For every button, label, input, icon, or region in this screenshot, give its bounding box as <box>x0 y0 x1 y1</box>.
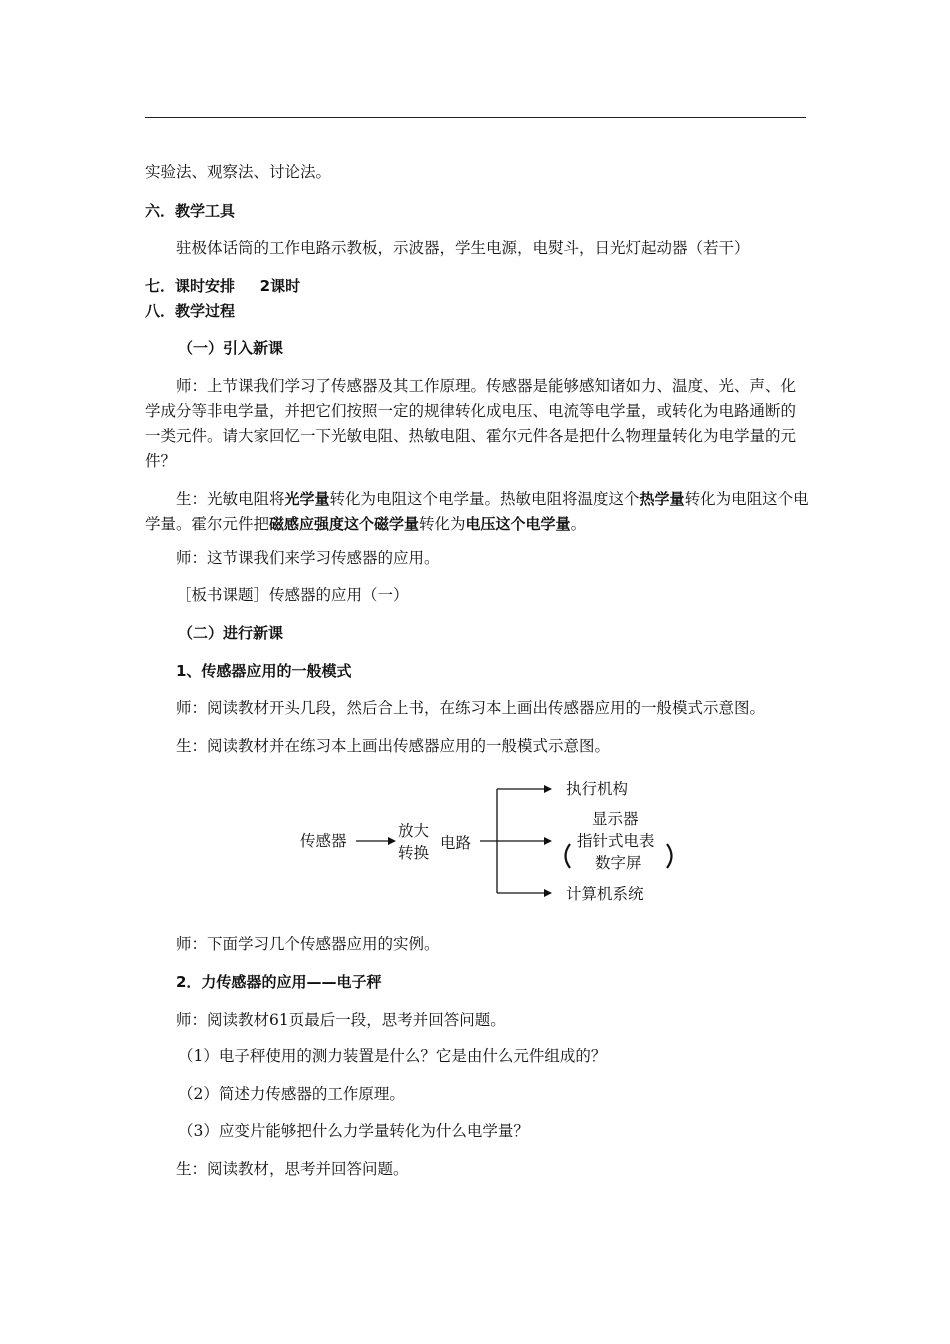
arrow-head-1 <box>388 837 396 845</box>
diagram-out-2-title: 显示器 <box>592 810 639 828</box>
section-6-title: 六．教学工具 <box>145 202 236 220</box>
teaching-methods: 实验法、观察法、讨论法。 <box>145 163 332 181</box>
question-1: （1）电子秤使用的测力装置是什么？它是由什么元件组成的？ <box>178 1047 607 1065</box>
sensor-mode-diagram <box>290 772 710 917</box>
header-rule <box>145 117 806 118</box>
diagram-circuit: 电路 <box>440 834 472 852</box>
diagram-amp-2: 转换 <box>398 844 430 862</box>
arrow-head-top <box>544 785 552 793</box>
paragraph-teacher-examples: 师：下面学习几个传感器应用的实例。 <box>176 935 440 953</box>
question-3: （3）应变片能够把什么力学量转化为什么电学量？ <box>178 1122 529 1140</box>
teaching-tools: 驻极体话筒的工作电路示教板，示波器，学生电源，电熨斗，日光灯起动器（若干） <box>176 239 750 257</box>
paragraph-teacher-read: 师：阅读教材开头几段，然后合上书，在练习本上画出传感器应用的一般模式示意图。 <box>176 699 766 717</box>
paren-right <box>667 844 672 868</box>
subsection-1-heading: 1、传感器应用的一般模式 <box>176 662 352 680</box>
section-7-title: 七．课时安排 <box>145 277 236 295</box>
arrow-head-bottom <box>544 889 552 897</box>
paragraph-teacher-topic: 师：这节课我们来学习传感器的应用。 <box>176 549 440 567</box>
diagram-out-1: 执行机构 <box>566 780 629 798</box>
paragraph-student-read: 生：阅读教材并在练习本上画出传感器应用的一般模式示意图。 <box>176 737 611 755</box>
diagram-amp-1: 放大 <box>398 822 430 840</box>
p2-b3: 磁感应强度这个磁学量 <box>269 515 420 533</box>
part-1-heading: （一）引入新课 <box>178 339 284 357</box>
p2-b4: 电压这个电学量 <box>465 515 571 533</box>
board-title: ［板书课题］传感器的应用（一） <box>176 586 409 604</box>
paragraph-student-final: 生：阅读教材，思考并回答问题。 <box>176 1160 409 1178</box>
p2-s5: 。 <box>570 515 587 533</box>
p2-s2: 转化为电阻这个电学量。热敏电阻将温度这个 <box>329 490 640 508</box>
diagram-out-3: 计算机系统 <box>566 885 644 903</box>
p2-b1: 光学量 <box>284 490 330 508</box>
section-8-title: 八．教学过程 <box>145 302 236 320</box>
paragraph-teacher-page61: 师：阅读教材61页最后一段，思考并回答问题。 <box>176 1011 506 1029</box>
arrow-head-mid <box>544 837 552 845</box>
subsection-2-heading: 2．力传感器的应用——电子秤 <box>176 973 382 991</box>
p2-s1: 生：光敏电阻将 <box>176 490 285 508</box>
diagram-sensor: 传感器 <box>300 832 347 850</box>
p2-s4: 转化为 <box>419 515 466 533</box>
section-7-value: 2课时 <box>259 277 301 295</box>
p2-s3: 转化为电阻这个电学量。霍尔元件把 <box>145 490 809 533</box>
paragraph-teacher-intro: 师：上节课我们学习了传感器及其工作原理。传感器是能够感知诸如力、温度、光、声、化学成分等非电学量，并把它们按照一定的规律转化成电压、电流等电学量，或转化为电路通断的一类元件。请大家回忆一下光敏电阻、热敏电阻、霍尔元件各是把什么物理量转化为电学量的元件？ <box>145 377 797 470</box>
diagram-out-2-b: 数字屏 <box>595 854 642 872</box>
section-7 <box>145 276 810 296</box>
part-2-heading: （二）进行新课 <box>178 624 284 642</box>
paren-left <box>566 844 571 868</box>
paragraph-student-answer <box>145 487 809 537</box>
question-2: （2）简述力传感器的工作原理。 <box>178 1085 405 1103</box>
diagram-out-2-a: 指针式电表 <box>577 832 655 850</box>
p2-b2: 热学量 <box>639 490 685 508</box>
